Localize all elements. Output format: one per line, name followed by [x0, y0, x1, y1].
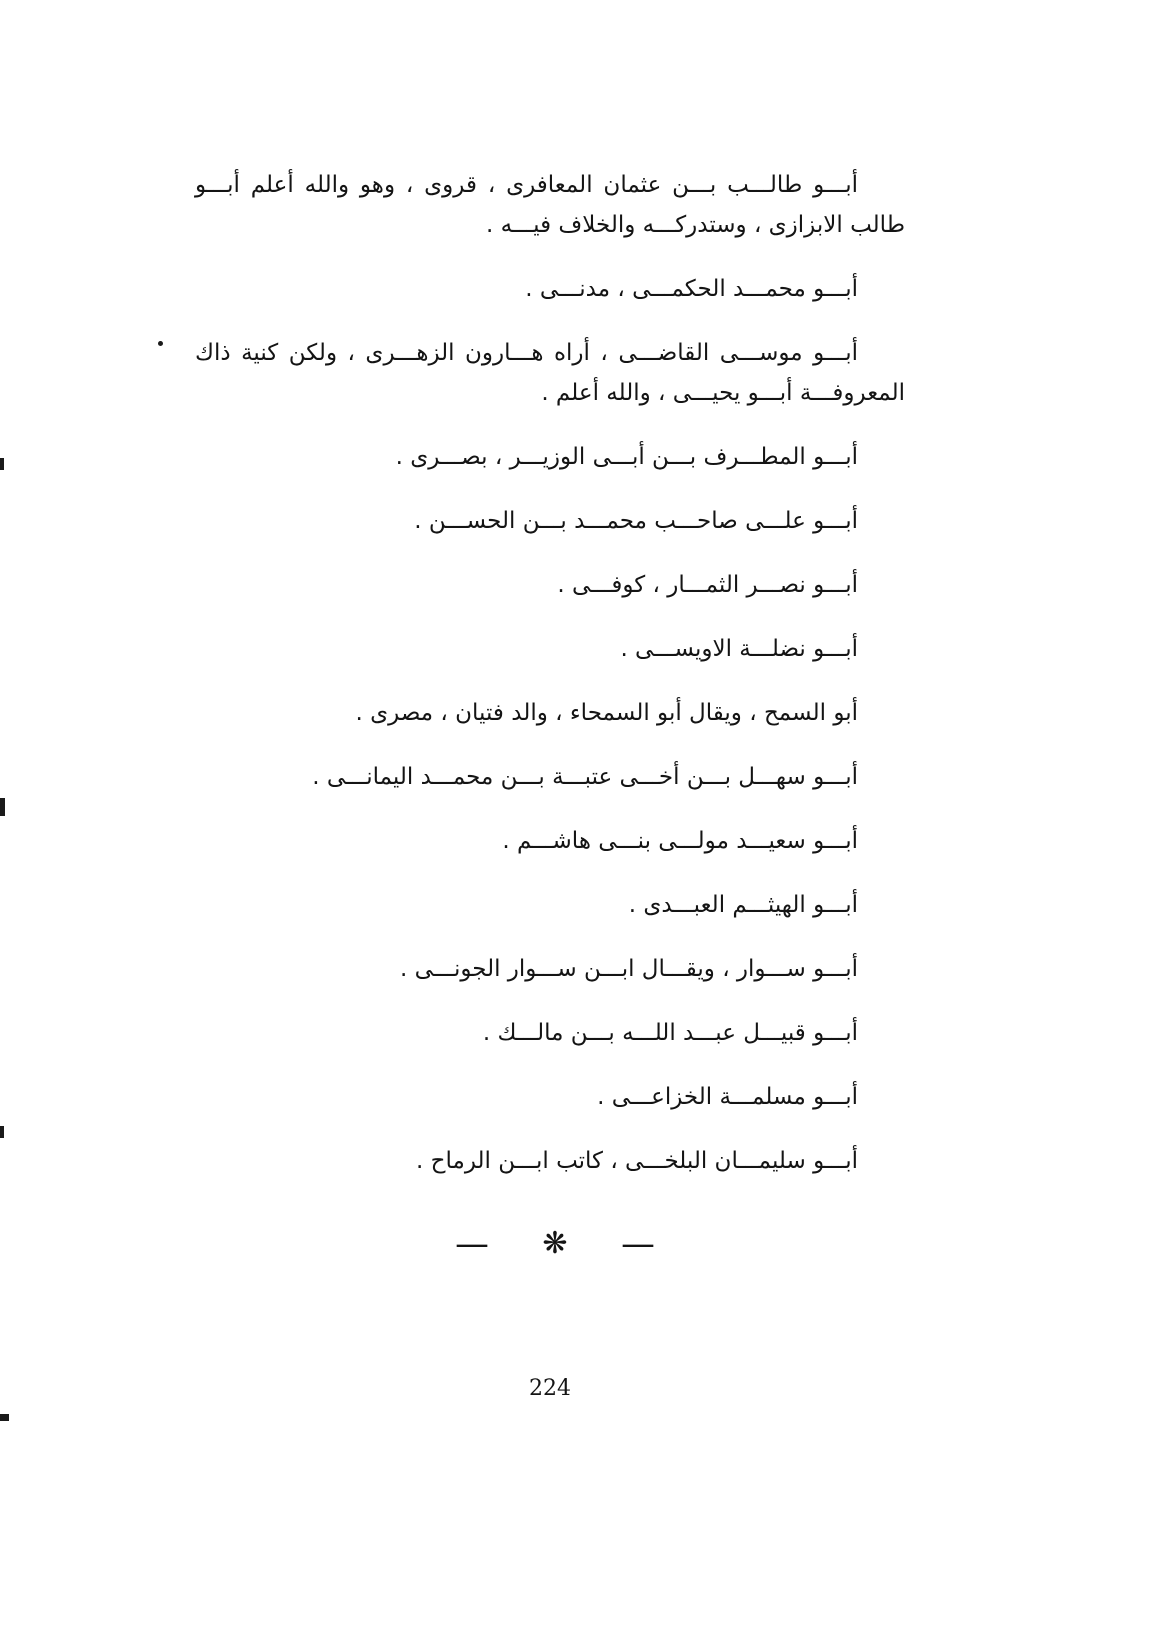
entry-line: أبـــو الهيثـــم العبـــدى . — [628, 892, 858, 918]
entry — [195, 1077, 905, 1117]
entry — [195, 269, 905, 309]
entry — [195, 629, 905, 669]
separator-asterisk-icon: ❋ — [542, 1226, 568, 1261]
entry-line: أبو السمح ، ويقال أبو السمحاء ، والد فتيان ، مصرى . — [355, 700, 858, 726]
section-separator — [455, 1222, 655, 1266]
entry-line: أبـــو سليمـــان البلخـــى ، كاتب ابـــن الرماح . — [416, 1148, 858, 1174]
separator-dash: — — [455, 1224, 489, 1264]
entry-line: أبـــو قبيـــل عبـــد اللـــه بـــن مالـــك . — [482, 1020, 858, 1046]
scan-edge-mark — [0, 798, 5, 816]
entries-list — [195, 165, 905, 1205]
entry — [195, 333, 905, 413]
entry-line: أبـــو نصـــر الثمـــار ، كوفـــى . — [557, 572, 858, 598]
entry — [195, 693, 905, 733]
entry-line: أبـــو ســـوار ، ويقـــال ابـــن ســـوار الجونـــى . — [399, 956, 858, 982]
entry — [195, 757, 905, 797]
entry-line: أبـــو نضلـــة الاويســـى . — [620, 636, 858, 662]
entry-line: أبـــو محمـــد الحكمـــى ، مدنـــى . — [525, 276, 858, 302]
scan-edge-mark — [0, 1126, 4, 1138]
separator-dash: — — [620, 1224, 655, 1264]
entry-line: طالب الابزازى ، وستدركـــه والخلاف فيـــه . — [486, 212, 905, 238]
entry-line: أبـــو سهـــل بـــن أخـــى عتبـــة بـــن محمـــد اليمانـــى . — [312, 764, 858, 790]
entry — [195, 165, 905, 245]
entry — [195, 821, 905, 861]
entry — [195, 949, 905, 989]
entry-line: أبـــو المطـــرف بـــن أبـــى الوزيـــر ، بصـــرى . — [395, 444, 858, 470]
entry-line: أبـــو سعيـــد مولـــى بنـــى هاشـــم . — [502, 828, 858, 854]
entry — [195, 437, 905, 477]
entry-line: أبـــو علـــى صاحـــب محمـــد بـــن الحســـن . — [414, 508, 858, 534]
entry — [195, 501, 905, 541]
entry-line: أبـــو طالـــب بـــن عثمان المعافرى ، قروى ، وهو والله أعلم أبـــو — [195, 172, 858, 198]
entry-line: أبـــو موســـى القاضـــى ، أراه هـــارون الزهـــرى ، ولكن كنية ذاك — [195, 340, 858, 366]
entry — [195, 1013, 905, 1053]
entry — [195, 885, 905, 925]
entry — [195, 565, 905, 605]
scan-edge-mark — [0, 1414, 9, 1421]
scan-speck — [158, 341, 163, 346]
scan-edge-mark — [0, 458, 4, 470]
entry-line: المعروفـــة أبـــو يحيـــى ، والله أعلم . — [541, 380, 905, 406]
entry-line: أبـــو مسلمـــة الخزاعـــى . — [597, 1084, 858, 1110]
entry — [195, 1141, 905, 1181]
page-number: 224 — [529, 1376, 571, 1401]
